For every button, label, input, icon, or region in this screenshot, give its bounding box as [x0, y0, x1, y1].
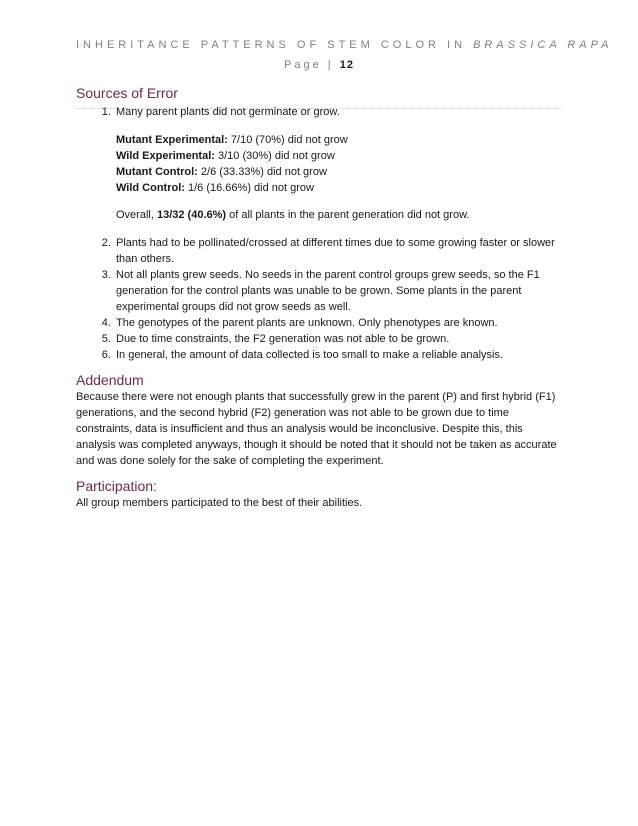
overall-summary — [116, 207, 562, 223]
spacer — [76, 469, 562, 477]
stat-value: 1/6 (16.66%) did not grow — [184, 182, 314, 194]
error-list — [76, 104, 562, 363]
stat-label: Mutant Control: — [116, 166, 198, 178]
participation-text: All group members participated to the best of their abilities. — [76, 497, 363, 509]
stat-label: Wild Control: — [116, 182, 185, 194]
participation-heading: Participation: — [76, 478, 157, 494]
error-item-text: In general, the amount of data collected is too small to make a reliable analysis. — [116, 349, 504, 361]
page-number: 12 — [339, 59, 354, 71]
germination-stats — [116, 132, 562, 196]
page-body — [76, 84, 562, 511]
stat-value: 2/6 (33.33%) did not grow — [197, 166, 327, 178]
stat-label: Mutant Experimental: — [116, 134, 228, 146]
addendum-heading: Addendum — [76, 372, 144, 388]
error-item-text: The genotypes of the parent plants are unknown. Only phenotypes are known. — [116, 317, 498, 329]
spacer — [76, 363, 562, 371]
list-item — [114, 347, 562, 363]
stat-label: Wild Experimental: — [116, 150, 215, 162]
stat-value: 7/10 (70%) did not grow — [227, 134, 348, 146]
page-header — [76, 38, 613, 72]
overall-prefix: Overall, — [116, 209, 157, 221]
page-label: Page | — [284, 59, 334, 71]
list-item — [114, 235, 562, 267]
title-species: BRASSICA RAPA — [473, 39, 613, 51]
page-indicator — [76, 58, 562, 72]
stat-value: 3/10 (30%) did not grow — [214, 150, 335, 162]
stat-line — [116, 148, 562, 164]
error-item-text: Due to time constraints, the F2 generation was not able to be grown. — [116, 333, 450, 345]
sources-of-error-heading: Sources of Error — [76, 85, 178, 101]
addendum-text: Because there were not enough plants that successfully grew in the parent (P) and first hybrid (F1) generations, and the second hybrid (F2) generation was not able to be grown due to time constraints, data is insufficient and thus an analysis would be inconclusive. Despite this, this analysis was completed anyways, though it should be noted that it should not be taken as accurate and was done solely for the sake of completing the experiment. — [76, 391, 557, 467]
list-item — [114, 315, 562, 331]
stat-line — [116, 132, 562, 148]
document-title — [76, 38, 613, 52]
stat-line — [116, 164, 562, 180]
stat-line — [116, 180, 562, 196]
error-item-text: Plants had to be pollinated/crossed at different times due to some growing faster or slower than others. — [116, 237, 555, 265]
overall-figure: 13/32 (40.6%) — [156, 209, 227, 221]
list-item — [114, 331, 562, 347]
list-item — [114, 267, 562, 315]
list-item — [114, 104, 562, 223]
error-item-1-text: Many parent plants did not germinate or grow. — [116, 106, 340, 118]
title-plain: INHERITANCE PATTERNS OF STEM COLOR IN — [76, 39, 474, 51]
overall-suffix: of all plants in the parent generation did not grow. — [226, 209, 470, 221]
error-item-text: Not all plants grew seeds. No seeds in the parent control groups grew seeds, so the F1 generation for the control plants was unable to be grown. Some plants in the parent experimental groups did not grow seeds as well. — [116, 269, 540, 313]
